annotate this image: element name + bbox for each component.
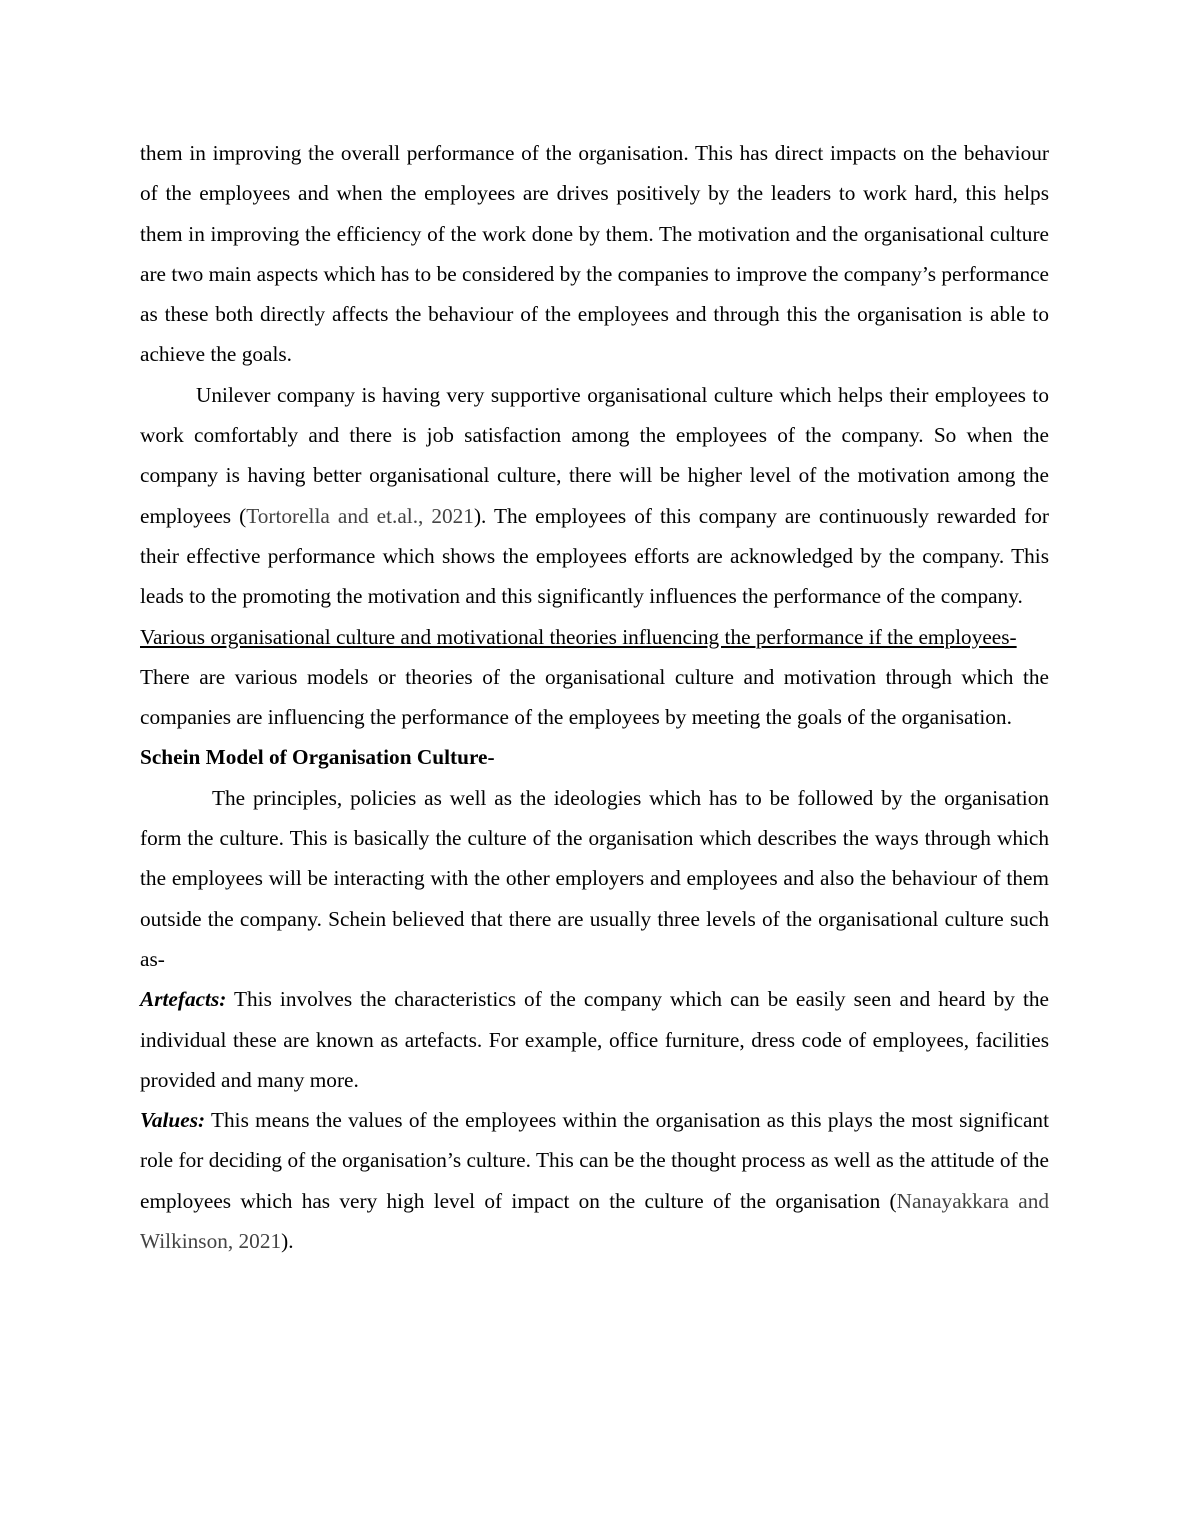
paragraph-unilever-culture bbox=[140, 375, 1049, 617]
document-page bbox=[140, 133, 1049, 1261]
paragraph-models-intro: There are various models or theories of the organisational culture and motivation through which the companies are influencing the performance of the employees by meeting the goals of the organisation. bbox=[140, 664, 1049, 730]
paragraph-schein-description: The principles, policies as well as the ideologies which has to be followed by the organisation form the culture. This is basically the culture of the organisation which describes the ways through which the employees will be interacting with the other employers and employees and also the behaviour of them outside the company. Schein believed that there are usually three levels of the organisational culture such as- bbox=[140, 785, 1049, 971]
paragraph-text: This involves the characteristics of the company which can be easily seen and heard by the individual these are known as artefacts. For example, office furniture, dress code of employees, facilities provided and many more. bbox=[140, 987, 1049, 1092]
term-values: Values: bbox=[140, 1108, 206, 1133]
paragraph-text: This means the values of the employees within the organisation as this plays the most significant role for deciding of the organisation’s culture. This can be the thought process as well as the attitude of the employees which has very high level of impact on the culture of the organisation ( bbox=[140, 1108, 1049, 1213]
section-heading-schein: Schein Model of Organisation Culture- bbox=[140, 745, 495, 770]
paragraph-text: ). bbox=[281, 1229, 294, 1254]
section-subheading: Various organisational culture and motivational theories influencing the performance if the employees- bbox=[140, 624, 1017, 649]
term-artefacts: Artefacts: bbox=[140, 987, 227, 1012]
paragraph-text: ). The employees of this company are continuously rewarded for their effective performance which shows the employees efforts are acknowledged by the company. This leads to the promoting the motivation and this significantly influences the performance of the company. bbox=[140, 503, 1049, 609]
citation: Tortorella and et.al., 2021 bbox=[246, 503, 474, 528]
paragraph-values bbox=[140, 1100, 1049, 1261]
paragraph-performance: them in improving the overall performance of the organisation. This has direct impacts on the behaviour of the employees and when the employees are drives positively by the leaders to work hard, this helps them in improving the efficiency of the work done by them. The motivation and the organisational culture are two main aspects which has to be considered by the companies to improve the company’s performance as these both directly affects the behaviour of the employees and through this the organisation is able to achieve the goals. bbox=[140, 141, 1049, 367]
paragraph-text: Unilever company is having very supportive organisational culture which helps their employees to work comfortably and there is job satisfaction among the employees of the company. So when the company is having better organisational culture, there will be higher level of the motivation among the employees ( bbox=[140, 382, 1049, 528]
paragraph-artefacts bbox=[140, 979, 1049, 1100]
citation: Nanayakkara and Wilkinson, 2021 bbox=[140, 1188, 1049, 1254]
